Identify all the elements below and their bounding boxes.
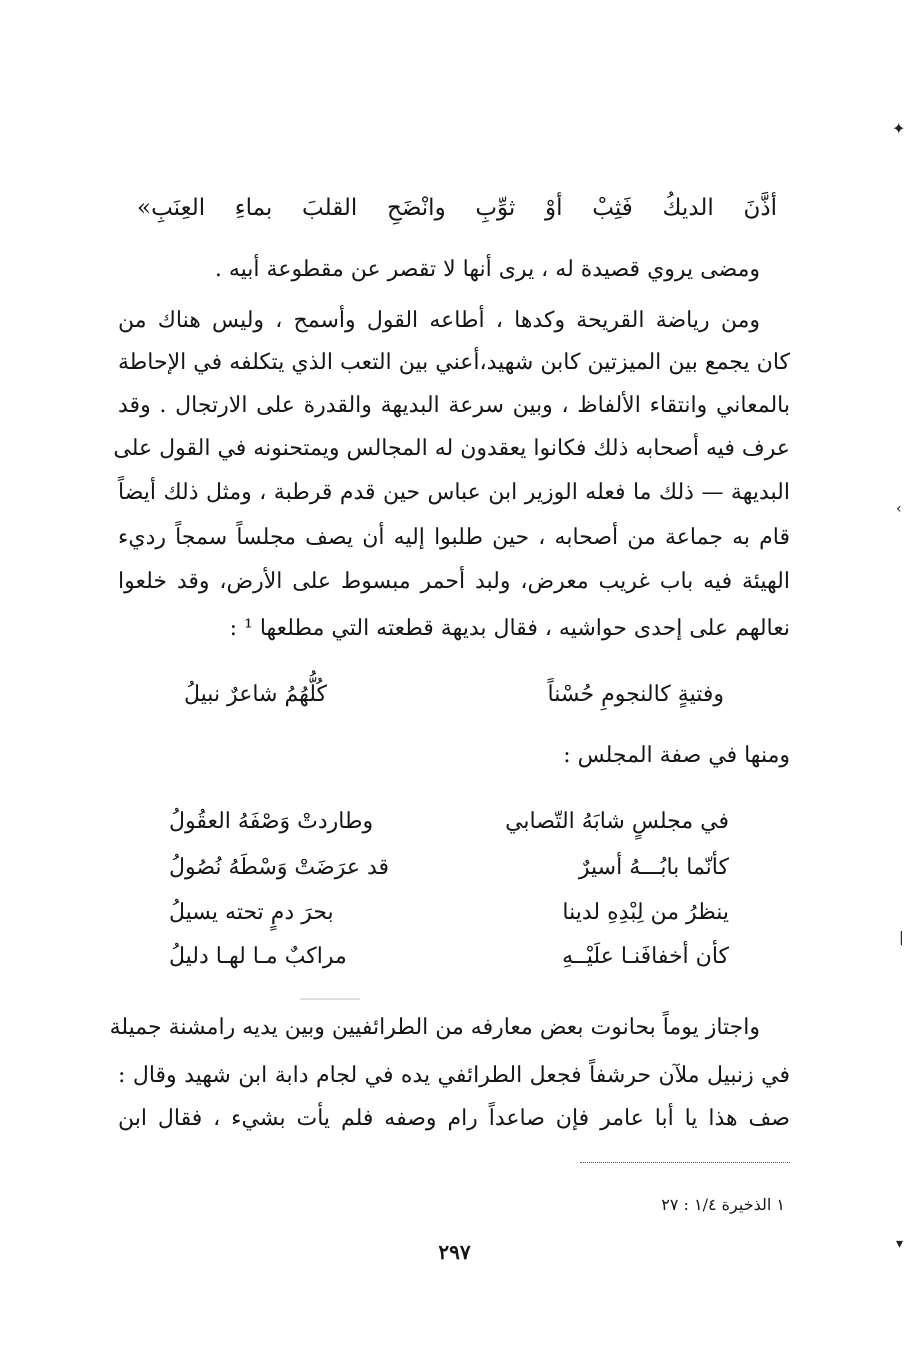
poem-verse xyxy=(169,807,729,837)
poem-verse xyxy=(169,853,729,883)
paragraph-line: الهيئة فيه باب غريب معرض، ولبد أحمر مبسوط على الأرض، وقد خلعوا xyxy=(118,569,790,594)
scan-speck-icon: › xyxy=(896,501,902,517)
intro-council-line: ومنها في صفة المجلس : xyxy=(563,743,790,768)
paragraph-line: في زنبيل ملآن حرشفاً فجعل الطرائفي يده في لجام دابة ابن شهيد وقال : xyxy=(118,1063,790,1088)
scan-speck-icon: ✦ xyxy=(892,119,906,138)
poem-verse xyxy=(169,898,729,928)
paragraph-line: قام به جماعة من أصحابه ، حين طلبوا إليه أن يصف مجلساً سمجاً رديء xyxy=(118,525,790,550)
scan-smudge xyxy=(300,998,360,1000)
verse-hemistich-second: كُلُّهُمُ شاعرٌ نبيلُ xyxy=(184,682,327,707)
poem-verse xyxy=(169,942,729,972)
footnote: ١ الذخيرة ١/٤ : ٢٧ xyxy=(661,1195,785,1214)
page-number: ٢٩٧ xyxy=(438,1240,471,1264)
scan-speck-icon: ▾ xyxy=(896,1236,904,1252)
verse-hemistich-second: قد عرَضَتْ وَسْطَهُ نُصُولُ xyxy=(169,855,390,880)
verse-hemistich-first: كأنّما بابُـــهُ أسيرٌ xyxy=(578,855,729,880)
verse-hemistich-first: وفتيةٍ كالنجومِ حُسْناً xyxy=(547,682,724,707)
verse-hemistich-first: ينظرُ من لِبْدِهِ لدينا xyxy=(562,900,729,925)
verse-hemistich-first: في مجلسٍ شابَهُ التّصابي xyxy=(505,809,729,834)
verse-hemistich-second: وطاردتْ وَصْفَهُ العقُولُ xyxy=(169,809,374,834)
paragraph-line: البديهة — ذلك ما فعله الوزير ابن عباس حين قدم قرطبة ، ومثل ذلك أيضاً xyxy=(118,480,790,505)
paragraph-line: نعالهم على إحدى حواشيه ، فقال بديهة قطعته التي مطلعها ¹ : xyxy=(229,616,790,641)
footnote-separator xyxy=(580,1162,790,1163)
paragraph-line: بالمعاني وانتقاء الألفاظ ، وبين سرعة البديهة والقدرة على الارتجال . وقد xyxy=(118,393,790,418)
verse-hemistich-second: بحرَ دمٍ تحته يسيلُ xyxy=(169,900,334,925)
verse-line-top: أذَّنَ الديكُ فَثِبْ أوْ ثوِّبِ وانْضَحِ القلبَ بماءِ العِنَبِ» xyxy=(137,195,777,221)
paragraph-line: ومن رياضة القريحة وكدها ، أطاعه القول وأسمح ، وليس هناك من xyxy=(118,308,760,333)
scan-speck-icon: | xyxy=(899,930,904,946)
verse-hemistich-second: مراكبٌ مـا لهـا دليلُ xyxy=(169,944,347,969)
paragraph-line: صف هذا يا أبا عامر فإن صاعداً رام وصفه فلم يأت بشيء ، فقال ابن xyxy=(118,1106,790,1131)
paragraph-line: عرف فيه أصحابه ذلك فكانوا يعقدون له المجالس ويمتحنونه في القول على xyxy=(113,436,790,461)
paragraph-line: ومضى يروي قصيدة له ، يرى أنها لا تقصر عن مقطوعة أبيه . xyxy=(214,257,760,282)
verse-opening xyxy=(184,680,724,710)
paragraph-line: كان يجمع بين الميزتين كابن شهيد،أعني بين التعب الذي يتكلفه في الإحاطة xyxy=(118,350,790,375)
verse-hemistich-first: كأن أخفافَنـا علَيْــهِ xyxy=(562,944,729,969)
paragraph-line: واجتاز يوماً بحانوت بعض معارفه من الطرائفيين وبين يديه رامشنة جميلة xyxy=(109,1015,760,1040)
